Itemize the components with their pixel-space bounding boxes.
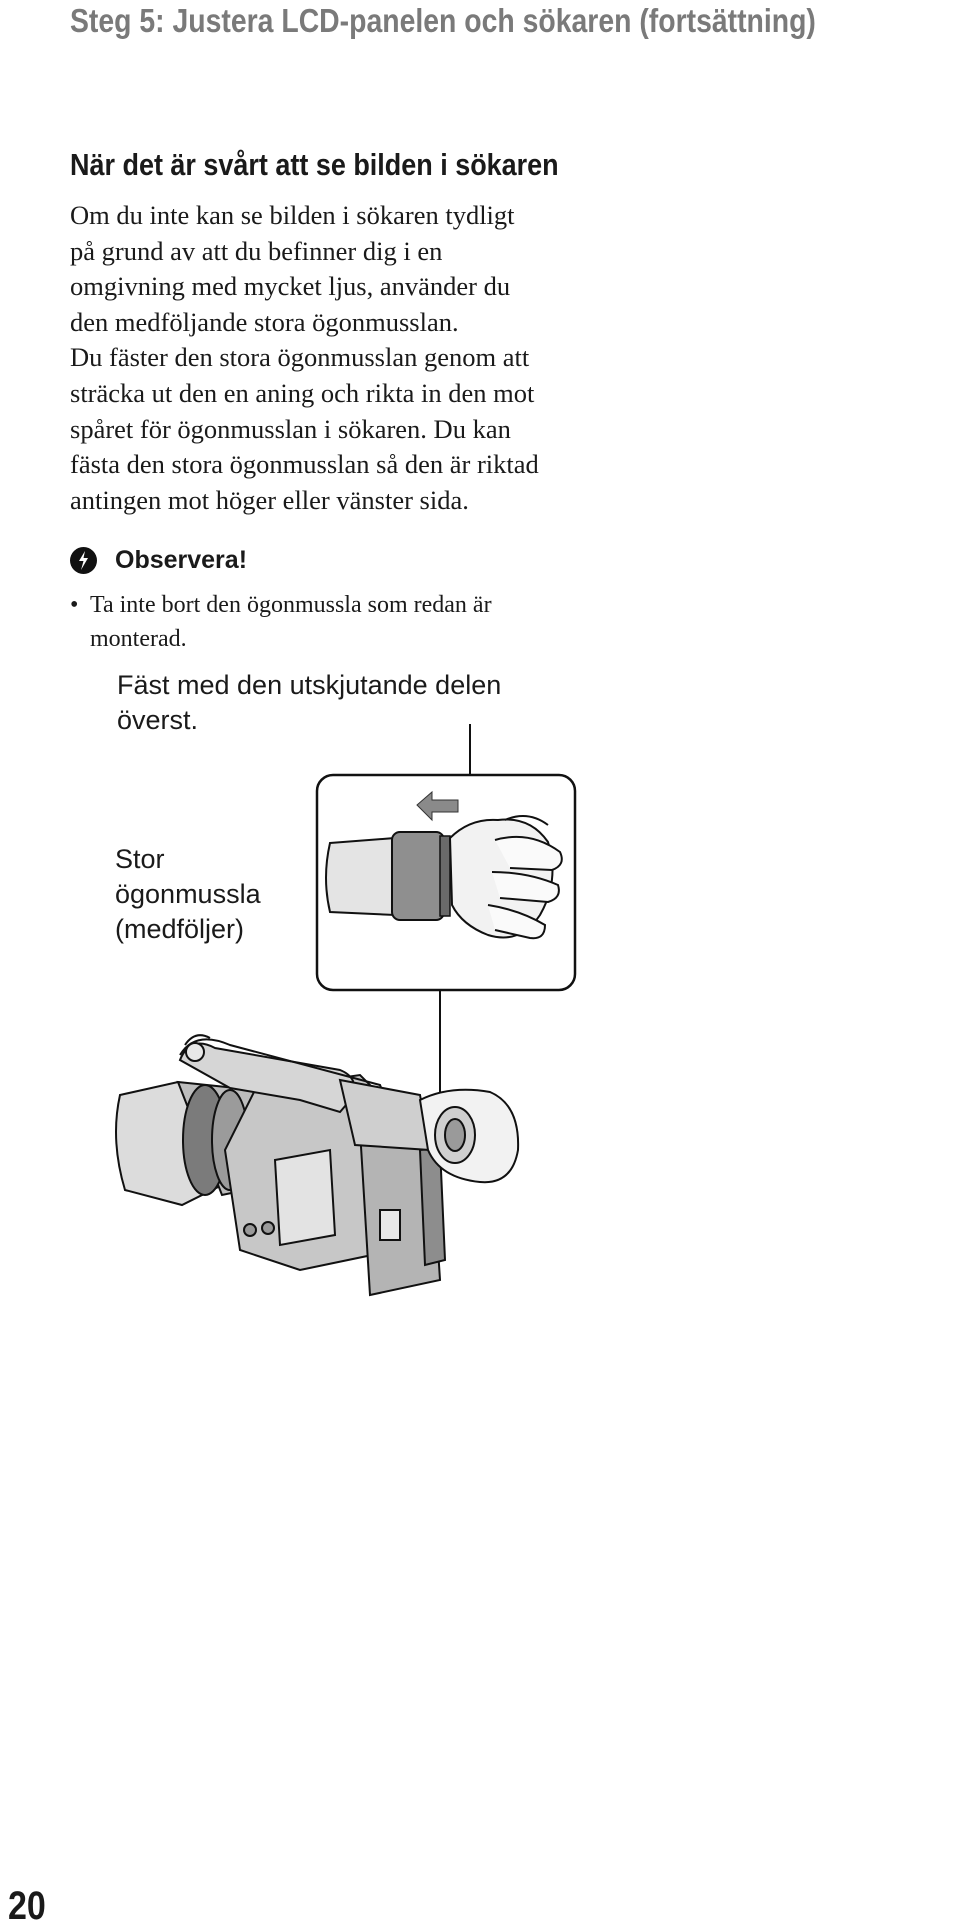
body-line: på grund av att du befinner dig i en bbox=[70, 235, 443, 266]
callout-line: ögonmussla bbox=[115, 879, 261, 909]
callout-line: överst. bbox=[117, 705, 199, 735]
body-line: omgivning med mycket ljus, använder du bbox=[70, 271, 511, 302]
body-line: spåret för ögonmusslan i sökaren. Du kan bbox=[70, 413, 511, 444]
page-number: 20 bbox=[8, 1884, 46, 1928]
page-header: Steg 5: Justera LCD-panelen och sökaren (fortsättning) bbox=[70, 2, 816, 39]
camcorder bbox=[116, 1035, 518, 1295]
eyecup-detail-inset bbox=[317, 775, 575, 990]
body-line: antingen mot höger eller vänster sida. bbox=[70, 484, 469, 515]
callout-line: Stor bbox=[115, 844, 165, 874]
bullet-line: monterad. bbox=[90, 626, 187, 652]
body-line: fästa den stora ögonmusslan så den är riktad bbox=[70, 449, 539, 480]
bullet-line: Ta inte bort den ögonmussla som redan är bbox=[90, 592, 492, 618]
body-line: Du fäster den stora ögonmusslan genom att bbox=[70, 342, 530, 373]
body-line: sträcka ut den en aning och rikta in den mot bbox=[70, 377, 535, 408]
bullet-symbol: • bbox=[70, 592, 79, 618]
note-heading-label: Observera! bbox=[115, 545, 248, 574]
callout-line: (medföljer) bbox=[115, 914, 245, 944]
section-title: När det är svårt att se bilden i sökaren bbox=[70, 147, 559, 182]
body-line: Om du inte kan se bilden i sökaren tydligt bbox=[70, 200, 515, 230]
callout-line: Fäst med den utskjutande delen bbox=[117, 670, 502, 700]
body-line: den medföljande stora ögonmusslan. bbox=[70, 306, 459, 337]
